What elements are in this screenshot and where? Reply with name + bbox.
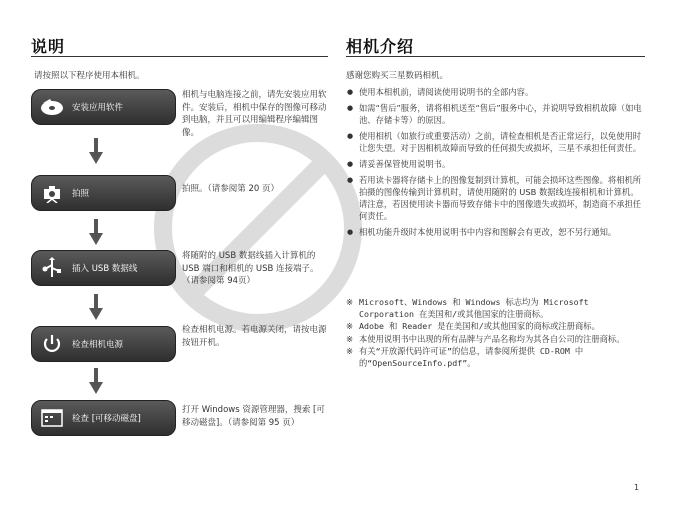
- list-item: ● 若用读卡器将存储卡上的图像复制到计算机，可能会损坏这些图像。将相机所拍摄的图像传输到计算机时，请使用随附的 USB 数据线连接相机和计算机。请注意，若因使用读卡器而导致存储卡中的图像遗失或损坏，制造商不承担任何责任。: [346, 174, 644, 222]
- usb-icon: [40, 256, 64, 280]
- step-check-removable-disk: [31, 400, 176, 436]
- step-desc-power: 检查相机电源。若电源关闭，请按电源按钮开机。: [182, 325, 327, 348]
- step-label: 安装应用软件: [72, 103, 124, 113]
- list-item: ● 使用相机（如旅行或重要活动）之前，请检查相机是否正常运行，以免使用时让您失望。对于因相机故障而导致的任何损失或损坏，三星不承担任何责任。: [346, 130, 644, 154]
- note-text: 有关“开放源代码许可证”的信息，请参阅所提供 CD-ROM 中的“OpenSourceInfo.pdf”。: [359, 346, 584, 368]
- note-item: [346, 321, 646, 333]
- instructions-intro: 请按照以下程序使用本相机。: [34, 71, 145, 81]
- step-desc-install: 相机与电脑连接之前，请先安装应用软件。安装后，相机中保存的图像可移动到电脑，并且可以用编辑程序编辑图像。: [182, 90, 327, 138]
- page-number: 1: [634, 483, 640, 492]
- note-mark: ※: [346, 321, 353, 331]
- heading-rule-left: [31, 56, 328, 57]
- power-icon: [40, 332, 64, 356]
- note-text: Microsoft、Windows 和 Windows 标志均为 Microsoft Corporation 在美国和/或其他国家的注册商标。: [359, 297, 589, 319]
- cd-disc-icon: [40, 95, 64, 119]
- step-install-software: [31, 89, 176, 125]
- note-mark: ※: [346, 346, 353, 356]
- list-item: ● 相机功能升级时本使用说明书中内容和图解会有更改，恕不另行通知。: [346, 226, 644, 238]
- step-desc-disk: 打开 Windows 资源管理器，搜索 [可移动磁盘]。（请参阅第 95 页）: [182, 405, 325, 428]
- camera-intro: 感谢您购买三星数码相机。: [346, 71, 449, 81]
- note-item: [346, 334, 646, 346]
- list-item: ● 使用本相机前，请阅读使用说明书的全部内容。: [346, 86, 644, 98]
- down-arrow-icon: [89, 138, 103, 164]
- note-item: [346, 297, 646, 320]
- step-desc-photo: 拍照。（请参阅第 20 页）: [182, 184, 279, 194]
- watermark-prohibition-icon: [148, 118, 368, 338]
- note-mark: ※: [346, 297, 353, 307]
- down-arrow-icon: [89, 294, 103, 320]
- down-arrow-icon: [89, 368, 103, 394]
- heading-rule-right: [346, 56, 645, 57]
- note-mark: ※: [346, 333, 353, 344]
- camera-icon: [40, 181, 64, 205]
- intro-bullet-list: [346, 86, 644, 242]
- step-take-photo: [31, 175, 176, 211]
- step-insert-usb: [31, 250, 176, 286]
- trademark-notes: [346, 297, 646, 370]
- step-label: 拍照: [72, 189, 90, 199]
- step-label: 插入 USB 数据线: [72, 264, 138, 274]
- note-item: [346, 346, 646, 369]
- step-desc-usb: 将随附的 USB 数据线插入计算机的 USB 端口和相机的 USB 连接端子。（请参阅第 94页）: [182, 251, 319, 286]
- section-heading-instructions: 说明: [31, 37, 66, 56]
- disk-window-icon: [40, 406, 64, 430]
- list-item: ● 如需“售后”服务，请将相机送至“售后”服务中心，并说明导致相机故障（如电池、存储卡等）的原因。: [346, 102, 644, 126]
- note-text: 本使用说明书中出现的所有品牌与产品名称均为其各自公司的注册商标。: [359, 333, 625, 344]
- list-item: ● 请妥善保管使用说明书。: [346, 158, 644, 170]
- step-label: 检查相机电源: [72, 340, 124, 350]
- down-arrow-icon: [89, 219, 103, 245]
- step-label: 检查 [可移动磁盘]: [72, 414, 141, 424]
- step-check-power: [31, 326, 176, 362]
- section-heading-camera-intro: 相机介绍: [346, 37, 415, 56]
- note-text: Adobe 和 Reader 是在美国和/或其他国家的商标或注册商标。: [359, 321, 600, 331]
